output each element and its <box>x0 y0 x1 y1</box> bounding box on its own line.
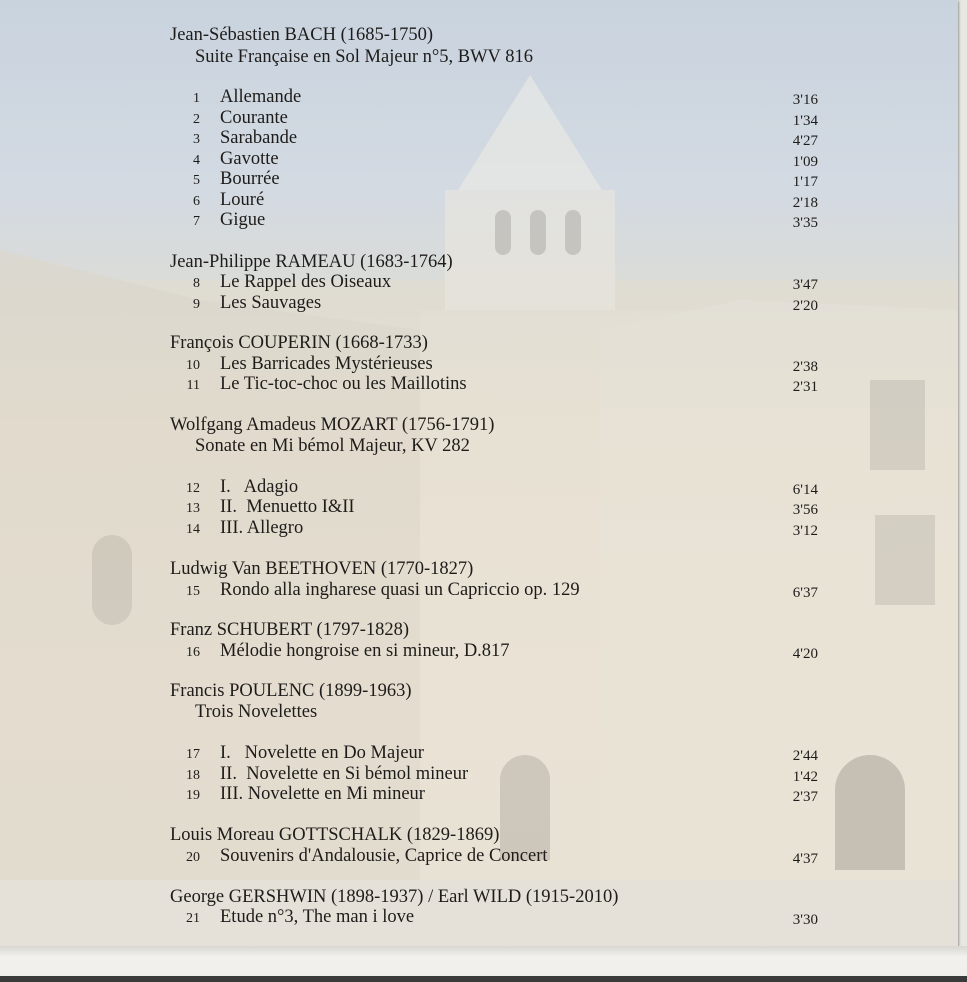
track-title: III. Allegro <box>220 518 304 538</box>
track-row <box>0 640 958 662</box>
track-number: 14 <box>186 522 200 537</box>
track-title: Le Rappel des Oiseaux <box>220 272 392 292</box>
track-duration: 3'47 <box>792 277 818 293</box>
track-number: 15 <box>186 584 200 599</box>
track-duration: 2'20 <box>792 298 818 314</box>
track-number: 8 <box>193 276 200 291</box>
track-number: 3 <box>193 132 200 147</box>
composer-heading: François COUPERIN (1668-1733) <box>170 333 428 353</box>
track-number: 17 <box>186 747 200 762</box>
track-title: Les Barricades Mystérieuses <box>220 354 433 374</box>
track-title: Souvenirs d'Andalousie, Caprice de Concert <box>220 846 548 866</box>
track-number: 2 <box>193 112 200 127</box>
track-number: 12 <box>186 481 200 496</box>
track-duration: 2'18 <box>792 195 818 211</box>
track-number: 10 <box>186 358 200 373</box>
track-title: I. Adagio <box>220 477 299 497</box>
track-row <box>0 271 958 293</box>
work-title: Suite Française en Sol Majeur n°5, BWV 816 <box>195 47 533 67</box>
track-title: Le Tic-toc-choc ou les Maillotins <box>220 374 467 394</box>
track-number: 6 <box>193 194 200 209</box>
composer-heading: Jean-Philippe RAMEAU (1683-1764) <box>170 252 453 272</box>
track-duration: 1'42 <box>792 769 818 785</box>
track-title: Bourrée <box>220 169 280 189</box>
track-row <box>0 189 958 211</box>
track-row <box>0 783 958 805</box>
track-duration: 6'14 <box>792 482 818 498</box>
track-row <box>0 107 958 129</box>
track-duration: 4'37 <box>792 851 818 867</box>
track-title: Les Sauvages <box>220 293 322 313</box>
composer-heading: Ludwig Van BEETHOVEN (1770-1827) <box>170 559 474 579</box>
track-row <box>0 906 958 928</box>
track-number: 4 <box>193 153 200 168</box>
track-row <box>0 476 958 498</box>
track-duration: 4'20 <box>792 646 818 662</box>
track-duration: 2'44 <box>792 748 818 764</box>
scan-edge-line <box>0 976 967 982</box>
work-title: Trois Novelettes <box>195 702 318 722</box>
track-row <box>0 517 958 539</box>
track-row <box>0 86 958 108</box>
track-number: 5 <box>193 173 200 188</box>
track-row <box>0 845 958 867</box>
track-number: 11 <box>186 378 200 393</box>
track-duration: 1'09 <box>792 154 818 170</box>
track-title: Gavotte <box>220 149 279 169</box>
track-duration: 3'56 <box>792 502 818 518</box>
track-number: 7 <box>193 214 200 229</box>
track-title: Sarabande <box>220 128 298 148</box>
track-title: Gigue <box>220 210 266 230</box>
track-duration: 3'30 <box>792 912 818 928</box>
track-row <box>0 353 958 375</box>
track-row <box>0 127 958 149</box>
track-number: 19 <box>186 788 200 803</box>
track-title: Mélodie hongroise en si mineur, D.817 <box>220 641 510 661</box>
track-number: 21 <box>186 911 200 926</box>
track-row <box>0 209 958 231</box>
track-row <box>0 496 958 518</box>
track-row <box>0 763 958 785</box>
track-number: 1 <box>193 91 200 106</box>
track-row <box>0 168 958 190</box>
track-title: Rondo alla ingharese quasi un Capriccio op. 129 <box>220 580 580 600</box>
track-title: III. Novelette en Mi mineur <box>220 784 425 804</box>
track-duration: 2'31 <box>792 379 818 395</box>
track-number: 16 <box>186 645 200 660</box>
track-row <box>0 148 958 170</box>
composer-heading: Franz SCHUBERT (1797-1828) <box>170 620 410 640</box>
track-number: 9 <box>193 297 200 312</box>
track-number: 13 <box>186 501 200 516</box>
composer-heading: Wolfgang Amadeus MOZART (1756-1791) <box>170 415 495 435</box>
track-title: I. Novelette en Do Majeur <box>220 743 424 763</box>
track-duration: 3'35 <box>792 215 818 231</box>
composer-heading: George GERSHWIN (1898-1937) / Earl WILD (1915-2010) <box>170 887 619 907</box>
track-title: II. Menuetto I&II <box>220 497 355 517</box>
work-title: Sonate en Mi bémol Majeur, KV 282 <box>195 436 470 456</box>
track-title: Etude n°3, The man i love <box>220 907 415 927</box>
track-duration: 1'17 <box>792 174 818 190</box>
track-title: II. Novelette en Si bémol mineur <box>220 764 469 784</box>
composer-heading: Jean-Sébastien BACH (1685-1750) <box>170 25 434 45</box>
track-row <box>0 742 958 764</box>
track-row <box>0 292 958 314</box>
track-number: 20 <box>186 850 200 865</box>
track-row <box>0 579 958 601</box>
track-title: Courante <box>220 108 288 128</box>
track-duration: 3'12 <box>792 523 818 539</box>
track-title: Louré <box>220 190 265 210</box>
track-duration: 1'34 <box>792 113 818 129</box>
track-duration: 2'37 <box>792 789 818 805</box>
composer-heading: Francis POULENC (1899-1963) <box>170 681 412 701</box>
track-title: Allemande <box>220 87 302 107</box>
composer-heading: Louis Moreau GOTTSCHALK (1829-1869) <box>170 825 500 845</box>
track-row <box>0 373 958 395</box>
track-duration: 4'27 <box>792 133 818 149</box>
track-number: 18 <box>186 768 200 783</box>
track-duration: 3'16 <box>792 92 818 108</box>
track-duration: 6'37 <box>792 585 818 601</box>
track-duration: 2'38 <box>792 359 818 375</box>
